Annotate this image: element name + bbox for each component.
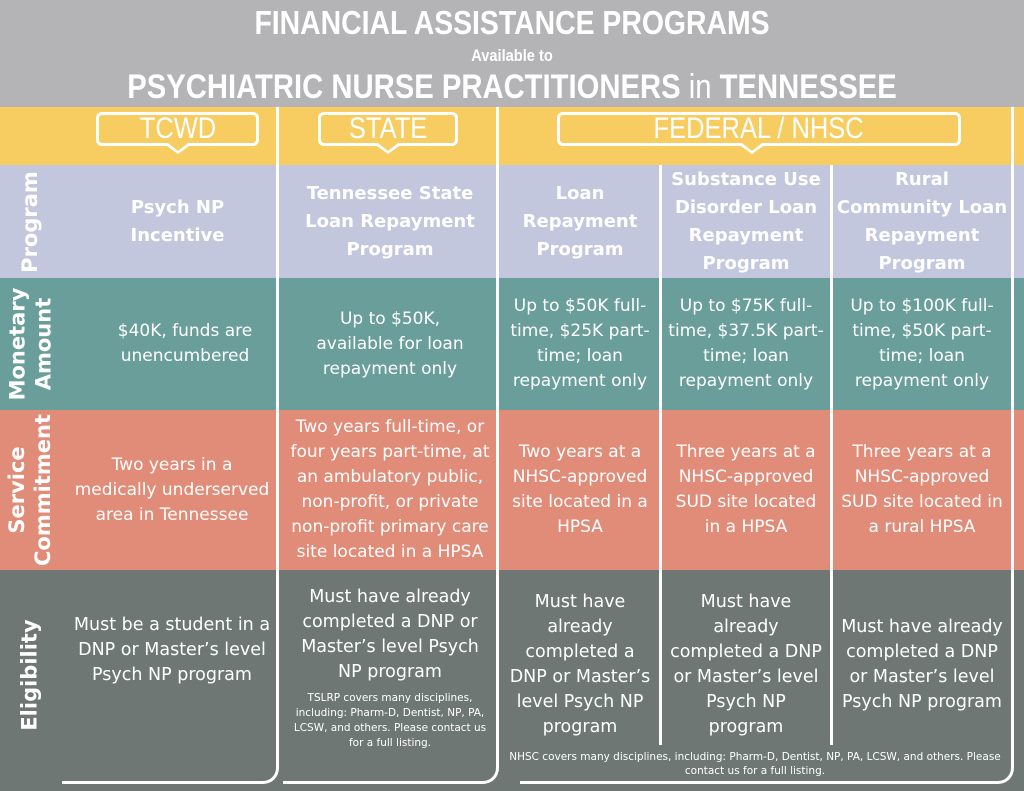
- cell-eligibility: Must have already completed a DNP or Master’s level Psych NP program: [509, 592, 651, 737]
- cell-monetary: Up to $50K, available for loan repayment only: [316, 308, 464, 379]
- title-line-3: [72, 68, 953, 107]
- cell-program: Psych NP Incentive: [130, 196, 225, 246]
- tslrp-note: TSLRP covers many disciplines, including: Pharm-D, Dentist, NP, PA, LCSW, and others. Please contact us for a full listing.: [293, 692, 487, 749]
- cell-program: Tennessee State Loan Repayment Program: [305, 182, 475, 260]
- cell-eligibility: [284, 585, 496, 755]
- nhsc-note: NHSC covers many disciplines, including: Pharm-D, Dentist, NP, PA, LCSW, and others. Please contact us for a full listing.: [509, 751, 1001, 777]
- title-line-1: FINANCIAL ASSISTANCE PROGRAMS: [254, 4, 770, 41]
- cell-monetary: Up to $50K full-time, $25K part-time; loan repayment only: [510, 296, 650, 391]
- cell-eligibility: Must be a student in a DNP or Master’s level Psych NP program: [73, 614, 271, 685]
- cell-service: Two years at a NHSC-approved site located in a HPSA: [512, 442, 648, 537]
- row-label-service: Service Commitment: [5, 414, 56, 566]
- row-label-program: Program: [18, 170, 42, 273]
- title-line-2: Available to: [471, 46, 553, 65]
- cell-eligibility: Must have already completed a DNP or Master’s level Psych NP program: [670, 592, 822, 737]
- cell-monetary: $40K, funds are unencumbered: [117, 321, 253, 366]
- group-tag-federal: FEDERAL / NHSC: [557, 112, 961, 146]
- cell-service: Two years in a medically underserved area in Tennessee: [74, 454, 270, 525]
- cell-eligibility: Must have already completed a DNP or Master’s level Psych NP program: [841, 617, 1003, 712]
- eligibility-text: Must have already completed a DNP or Master’s level Psych NP program: [301, 587, 479, 682]
- cell-monetary: Up to $100K full-time, $50K part-time; loan repayment only: [850, 296, 994, 391]
- title-state: TENNESSEE: [719, 68, 897, 106]
- cell-service: Three years at a NHSC-approved SUD site located in a HPSA: [675, 442, 817, 537]
- group-tag-state: STATE: [318, 112, 458, 146]
- cell-program: Substance Use Disorder Loan Repayment Program: [671, 168, 821, 274]
- cell-program: Loan Repayment Program: [522, 182, 638, 260]
- row-label-monetary: Monetary Amount: [5, 287, 55, 401]
- group-tag-tcwd: TCWD: [96, 112, 259, 146]
- cell-service: Two years full-time, or four years part-time, at an ambulatory public, non-profit, or private non-profit primary care site located in a HPSA: [290, 417, 490, 562]
- cell-monetary: Up to $75K full-time, $37.5K part-time; loan repayment only: [668, 296, 824, 391]
- title-audience: PSYCHIATRIC NURSE PRACTITIONERS: [127, 68, 681, 106]
- title-banner: [0, 0, 1024, 107]
- cell-program: Rural Community Loan Repayment Program: [836, 168, 1008, 274]
- cell-service: Three years at a NHSC-approved SUD site located in a rural HPSA: [841, 442, 1003, 537]
- title-in: in: [688, 68, 712, 106]
- row-label-eligibility: Eligibility: [18, 619, 43, 731]
